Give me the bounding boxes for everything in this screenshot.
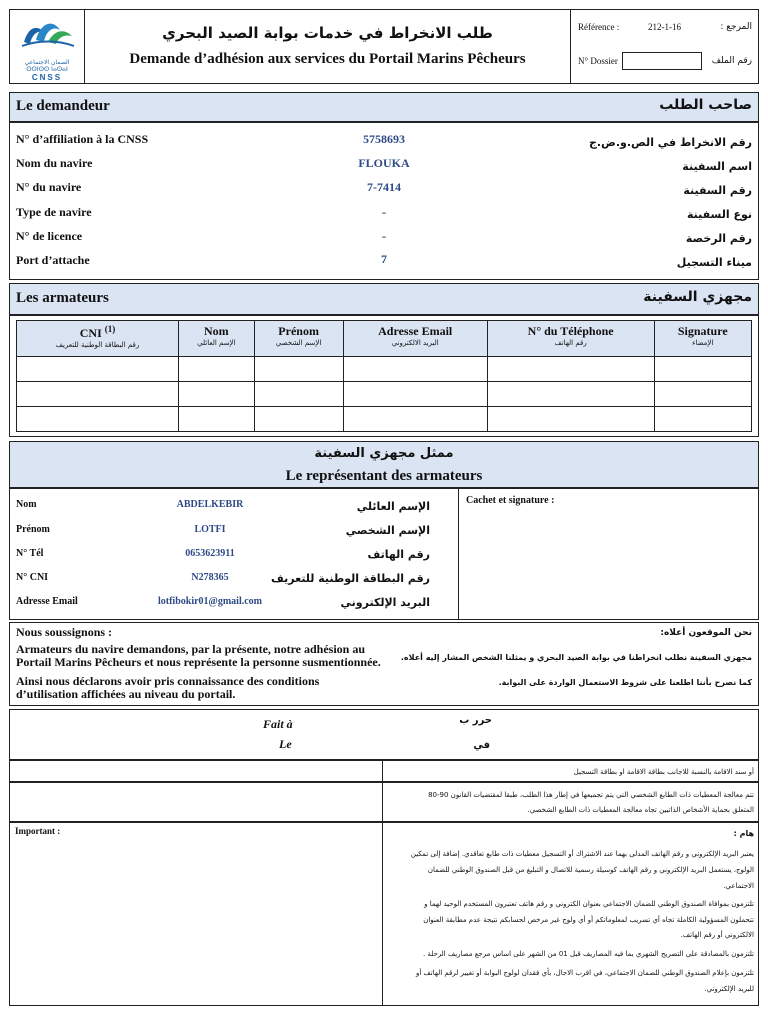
fi-label: في <box>473 740 490 751</box>
important-line-4: تلتزمون بموافاة الصندوق الوطني للضمان الاجتماعي بعنوان الكتروني و رقم هاتف تعتبرون المستخدم الوحيد لهما و <box>424 900 754 908</box>
table-cell[interactable] <box>17 407 179 432</box>
table-cell[interactable] <box>254 407 343 432</box>
col-cni: CNI $^{(1)}$ رقم البطاقة الوطنية للتعريف <box>17 321 179 357</box>
demandeur-label-num-navire: N° du navire <box>16 180 82 194</box>
rep-value-prenom[interactable]: LOTFI <box>194 524 226 535</box>
table-cell[interactable] <box>487 407 654 432</box>
logo-text-fr: CNSS <box>31 73 63 82</box>
col-nom: Nom الإسم العائلي <box>179 321 255 357</box>
table-cell[interactable] <box>654 357 751 382</box>
armateurs-title-ar: مجهزي السفينة <box>643 289 752 305</box>
important-line-6: الالكتروني أو رقم الهاتف. <box>680 931 754 939</box>
table-cell[interactable] <box>487 357 654 382</box>
table-cell[interactable] <box>17 382 179 407</box>
harrir-label: حرر ب <box>459 715 492 726</box>
table-row <box>17 382 752 407</box>
rep-label-email: Adresse Email <box>16 596 78 607</box>
important-label-ar: هام : <box>733 829 754 838</box>
rep-label-ar-cni: رقم البطاقة الوطنية للتعريف <box>271 572 430 585</box>
logo-text-tif: ⵙⵙⵏⵙⵙ ⵏⴰⵙⴰⵏ <box>26 66 68 73</box>
demandeur-title-fr: Le demandeur <box>16 98 110 114</box>
table-cell[interactable] <box>179 407 255 432</box>
important-label-fr: Important : <box>15 826 61 836</box>
dossier-input[interactable] <box>622 52 702 70</box>
table-cell[interactable] <box>179 382 255 407</box>
demandeur-label-licence: N° de licence <box>16 229 83 243</box>
rep-value-cni[interactable]: N278365 <box>191 572 229 583</box>
rep-label-prenom: Prénom <box>16 524 50 535</box>
title-ar: طلب الانخراط في خدمات بوابة الصيد البحري <box>162 24 493 42</box>
armateurs-header-row <box>17 321 752 357</box>
table-cell[interactable] <box>343 382 487 407</box>
demandeur-label-ar-affiliation: رقم الانخراط في الص.و.ض.ج <box>588 136 752 149</box>
representant-title-ar: ممثل مجهزي السفينة <box>314 446 454 461</box>
demandeur-value-port[interactable]: 7 <box>381 252 387 266</box>
important-line-5: تتحملون المسؤولية الكاملة تجاه أي تسريب لمعلوماتكم أو أي ولوج غير مرخص لحسابكم نتيجة عدم مطابقة العنوان <box>423 916 754 924</box>
table-cell[interactable] <box>654 407 751 432</box>
declaration-para2-ar: كما نصرح بأننا اطلعنا على شروط الاستعمال الواردة على البوابة. <box>498 678 752 687</box>
demandeur-value-num-navire[interactable]: 7-7414 <box>367 180 401 194</box>
declaration-para1-fr: Armateurs du navire demandons, par la présente, notre adhésion au Portail Marins Pêcheurs et nous représente la personne susmentionnée. <box>16 642 381 669</box>
demandeur-value-nom-navire[interactable]: FLOUKA <box>358 156 410 170</box>
demandeur-value-affiliation[interactable]: 5758693 <box>363 132 405 146</box>
cnss-logo <box>14 14 80 80</box>
demandeur-label-affiliation: N° d’affiliation à la CNSS <box>16 132 149 146</box>
reference-label-fr: Référence : <box>578 22 620 32</box>
rep-label-ar-prenom: الإسم الشخصي <box>345 524 430 537</box>
important-line-2: الولوج، يستعمل البريد الإلكتروني و رقم الهاتف كوسيلة رسمية للاتصال و التبليغ من قبل الصندوق الوطني للضمان <box>427 866 754 874</box>
rep-value-email[interactable]: lotfibokir01@gmail.com <box>157 596 262 607</box>
table-row <box>17 357 752 382</box>
demandeur-label-ar-port: ميناء التسجيل <box>676 256 752 269</box>
table-cell[interactable] <box>254 357 343 382</box>
rep-value-tel[interactable]: 0653623911 <box>185 548 235 559</box>
important-line-1: يعتبر البريد الإلكتروني و رقم الهاتف المدلى بهما عند الاشتراك أو التسجيل معطيات ذات طابع تعاقدي. إضافة إلى تمكين <box>410 850 754 858</box>
rep-label-tel: N° Tél <box>16 548 44 559</box>
important-line-8: تلتزمون بإعلام الصندوق الوطني للضمان الاجتماعي، في اقرب الاجال، بأي فقدان لولوج البوابة أو تغيير لرقم الهاتف أو <box>415 969 754 977</box>
table-row <box>17 407 752 432</box>
demandeur-label-ar-licence: رقم الرخصة <box>685 232 752 245</box>
rep-label-ar-email: البريد الإلكتروني <box>340 596 430 609</box>
reference-label-ar: المرجع : <box>720 22 752 32</box>
important-line-3: الاجتماعي. <box>723 882 754 890</box>
rep-value-nom[interactable]: ABDELKEBIR <box>176 499 244 510</box>
col-email: Adresse Email البريد الالكتروني <box>343 321 487 357</box>
demandeur-label-ar-num-navire: رقم السفينة <box>683 184 752 197</box>
fait-a-input[interactable] <box>300 714 430 732</box>
demandeur-label-ar-type-navire: نوع السفينة <box>686 208 752 221</box>
declaration-para1-ar: مجهزي السفينة نطلب انخراطنا في بوابة الصيد البحري و يمثلنا الشخص المشار إليه أعلاه. <box>400 653 752 662</box>
demandeur-value-type-navire[interactable]: - <box>382 205 386 219</box>
representant-title-fr: Le représentant des armateurs <box>285 468 483 484</box>
header-box <box>9 9 759 84</box>
demandeur-title-ar: صاحب الطلب <box>659 97 752 113</box>
important-line-7: تلتزمون بالمصادقة على التصريح الشهري بما فيه المصاريف قبل 01 من الشهر على اساس مرجع مصاريف الرحلة . <box>422 950 754 958</box>
declaration-title-fr: Nous soussignons : <box>16 625 113 639</box>
le-label: Le <box>279 737 292 751</box>
declaration-title-ar: نحن الموقعون أعلاه: <box>660 628 752 638</box>
table-cell[interactable] <box>487 382 654 407</box>
rep-label-ar-nom: الإسم العائلي <box>356 500 430 513</box>
cnss-logo-icon <box>14 14 80 54</box>
declaration-para2-fr: Ainsi nous déclarons avoir pris connaissance des conditions d’utilisation affichées au niveau du portail. <box>16 674 320 701</box>
demandeur-value-licence[interactable]: - <box>382 229 386 243</box>
dossier-label-ar: رقم الملف <box>711 56 752 66</box>
demandeur-label-port: Port d’attache <box>16 253 90 267</box>
title-fr: Demande d’adhésion aux services du Portail Marins Pêcheurs <box>129 51 526 67</box>
col-signature: Signature الإمضاء <box>654 321 751 357</box>
representant-divider <box>458 488 459 620</box>
fait-a-label: Fait à <box>263 717 293 731</box>
table-cell[interactable] <box>343 357 487 382</box>
table-cell[interactable] <box>17 357 179 382</box>
le-input[interactable] <box>300 735 430 753</box>
rep-label-ar-tel: رقم الهاتف <box>367 548 430 561</box>
col-prenom: Prénom الإسم الشخصي <box>254 321 343 357</box>
note2-line2: المتعلق بحماية الأشخاص الذاتيين تجاه معالجة المعطيات ذات الطابع الشخصي. <box>527 806 754 814</box>
dossier-label-fr: N° Dossier <box>578 56 618 66</box>
demandeur-label-nom-navire: Nom du navire <box>16 156 93 170</box>
important-line-9: للبريد الإلكتروني. <box>704 985 754 993</box>
cachet-signature-label: Cachet et signature : <box>466 495 555 506</box>
table-cell[interactable] <box>654 382 751 407</box>
armateurs-title-fr: Les armateurs <box>16 290 109 306</box>
table-cell[interactable] <box>343 407 487 432</box>
table-cell[interactable] <box>254 382 343 407</box>
col-telephone: N° du Téléphone رقم الهاتف <box>487 321 654 357</box>
header-divider-left <box>84 9 85 84</box>
demandeur-label-ar-nom-navire: اسم السفينة <box>682 160 752 173</box>
cachet-signature-area[interactable] <box>462 510 754 616</box>
header-divider-right <box>570 9 571 84</box>
rep-label-nom: Nom <box>16 499 37 510</box>
rep-label-cni: N° CNI <box>16 572 49 583</box>
reference-value: 212-1-16 <box>648 22 681 32</box>
logo-text-ar: الضمان الاجتماعي <box>24 59 70 66</box>
table-cell[interactable] <box>179 357 255 382</box>
armateurs-table <box>16 320 752 432</box>
demandeur-label-type-navire: Type de navire <box>16 205 92 219</box>
note2-line1: تتم معالجة المعطيات ذات الطابع الشخصي التي يتم تجميعها في إطار هذا الطلب، طبقا لمقتضيات القانون 90-80 <box>428 791 754 799</box>
note1-text: أو سند الاقامة بالنسبة للاجانب بطاقة الاقامة او بطاقة التسجيل <box>573 768 754 776</box>
